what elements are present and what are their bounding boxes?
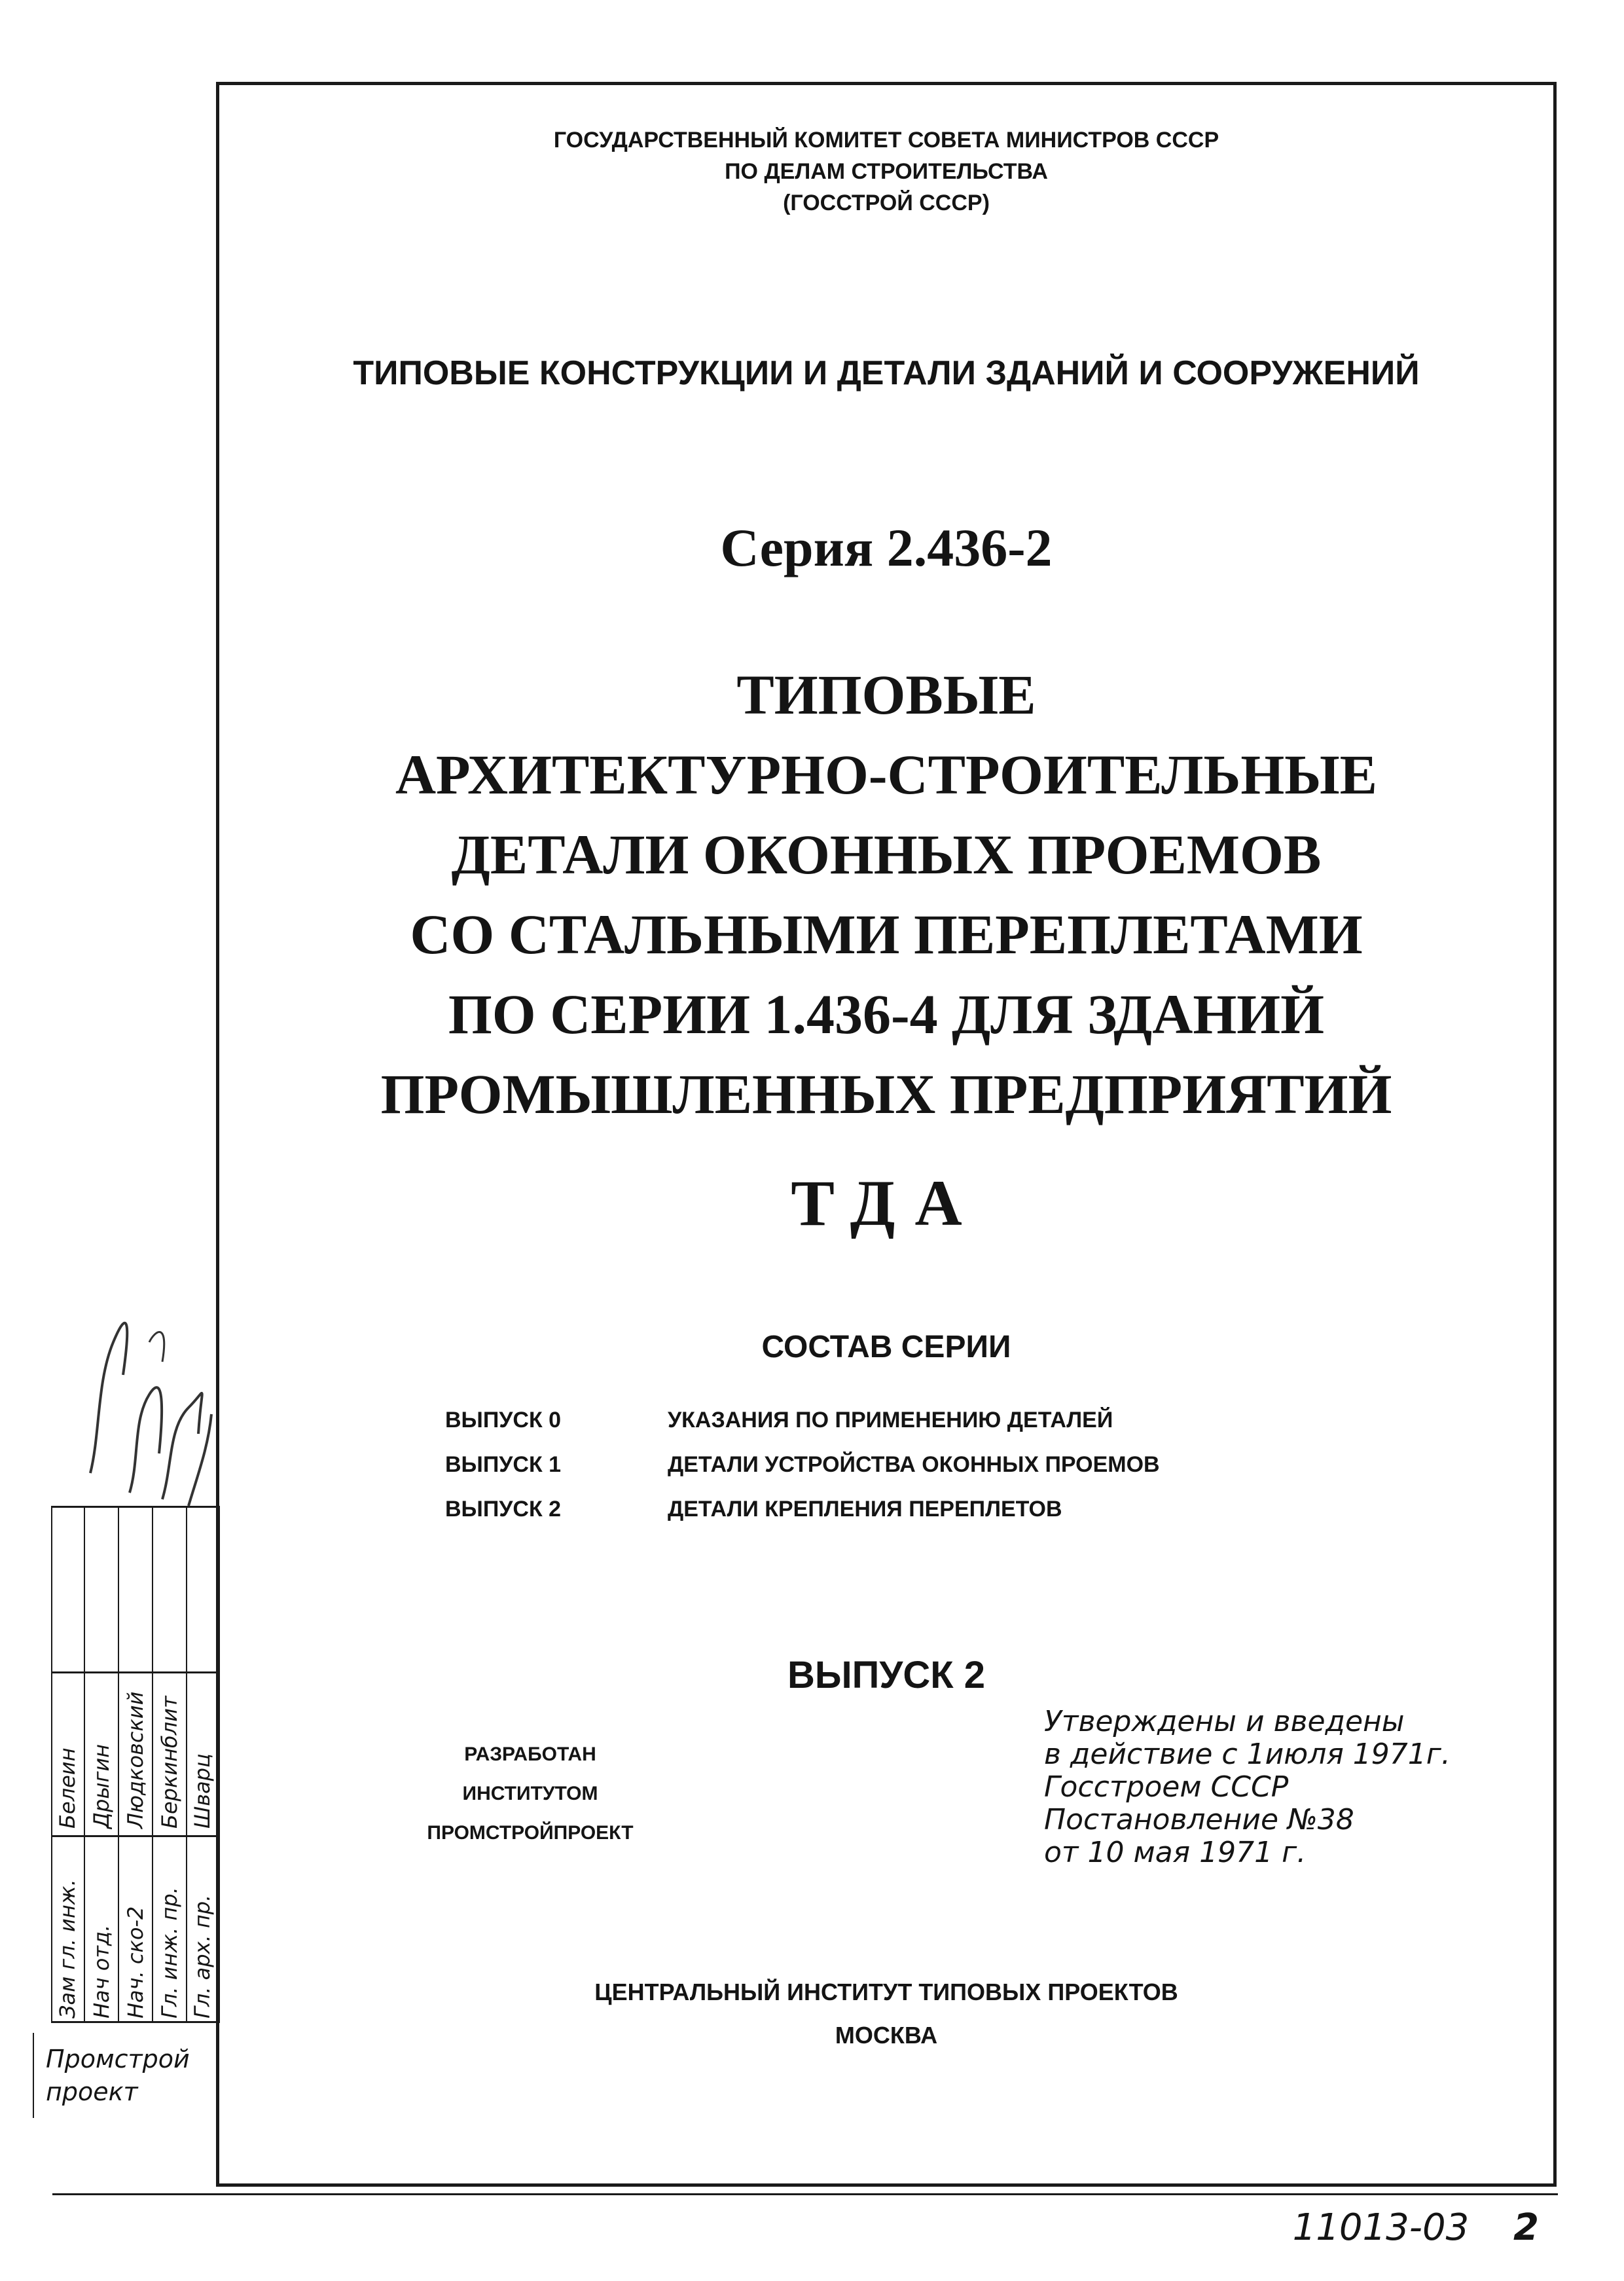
current-volume: ВЫПУСК 2 bbox=[787, 1654, 986, 1696]
org-stamp-line-2: проект bbox=[46, 2077, 138, 2106]
stamp-name: Белеин bbox=[55, 1747, 80, 1829]
stamp-grid bbox=[51, 1506, 220, 2023]
developer-line-2: ИНСТИТУТОМ bbox=[462, 1783, 598, 1804]
volume-name: УКАЗАНИЯ ПО ПРИМЕНЕНИЮ ДЕТАЛЕЙ bbox=[668, 1408, 1113, 1432]
approval-line-4: Постановление №38 bbox=[1044, 1803, 1354, 1836]
bottom-rule bbox=[52, 2193, 1558, 2195]
title-line: ДЕТАЛИ ОКОННЫХ ПРОЕМОВ bbox=[451, 823, 1322, 886]
stamp-position: Зам гл. инж. bbox=[55, 1879, 80, 2018]
stamp-divider bbox=[219, 1508, 220, 2021]
stamp-divider bbox=[51, 1508, 52, 2021]
inventory-number: 11013-03 bbox=[1292, 2206, 1470, 2249]
sheet-number: 2 bbox=[1513, 2206, 1539, 2249]
signature-stamp bbox=[51, 1303, 220, 2023]
approval-line-5: от 10 мая 1971 г. bbox=[1044, 1836, 1307, 1869]
page-frame bbox=[216, 82, 1557, 2187]
title-line: ТИПОВЫЕ bbox=[736, 663, 1036, 726]
publisher-line-1: ЦЕНТРАЛЬНЫЙ ИНСТИТУТ ТИПОВЫХ ПРОЕКТОВ bbox=[594, 1979, 1178, 2005]
stamp-name: Дрыгин bbox=[89, 1743, 114, 1829]
stamp-divider bbox=[186, 1508, 187, 2021]
approval-line-2: в действие с 1июля 1971г. bbox=[1044, 1738, 1451, 1771]
volume-name: ДЕТАЛИ УСТРОЙСТВА ОКОННЫХ ПРОЕМОВ bbox=[668, 1452, 1160, 1477]
volume-label: ВЫПУСК 2 bbox=[445, 1497, 562, 1522]
volume-row bbox=[445, 1408, 1113, 1433]
stamp-divider bbox=[152, 1508, 153, 2021]
ministry-header bbox=[216, 124, 1557, 219]
ministry-line-3: (ГОССТРОЙ СССР) bbox=[783, 191, 990, 215]
developer-line-3: ПРОМСТРОЙПРОЕКТ bbox=[427, 1822, 634, 1844]
organization-stamp bbox=[46, 2043, 190, 2108]
series-number: Серия 2.436-2 bbox=[720, 518, 1053, 577]
ministry-line-1: ГОСУДАРСТВЕННЫЙ КОМИТЕТ СОВЕТА МИНИСТРОВ СССР bbox=[553, 128, 1219, 153]
inventory-stamp bbox=[1293, 2206, 1539, 2249]
publisher-line-2: МОСКВА bbox=[835, 2022, 938, 2049]
publisher-block bbox=[216, 1971, 1557, 2057]
composition-heading: СОСТАВ СЕРИИ bbox=[761, 1330, 1011, 1364]
volume-name: ДЕТАЛИ КРЕПЛЕНИЯ ПЕРЕПЛЕТОВ bbox=[668, 1497, 1062, 1522]
developer-block bbox=[393, 1735, 668, 1853]
stamp-position: Нач. ско-2 bbox=[123, 1906, 148, 2018]
title-line: ПО СЕРИИ 1.436-4 ДЛЯ ЗДАНИЙ bbox=[448, 983, 1325, 1046]
stamp-name: Шварц bbox=[190, 1753, 215, 1829]
stamp-divider bbox=[51, 1671, 220, 1673]
ministry-line-2: ПО ДЕЛАМ СТРОИТЕЛЬСТВА bbox=[725, 159, 1048, 184]
developer-line-1: РАЗРАБОТАН bbox=[464, 1743, 596, 1765]
series-code: ТДА bbox=[791, 1167, 982, 1239]
series-group-heading: ТИПОВЫЕ КОНСТРУКЦИИ И ДЕТАЛИ ЗДАНИЙ И СООРУЖЕНИЙ bbox=[353, 354, 1420, 392]
stamp-position: Гл. арх. пр. bbox=[190, 1894, 215, 2018]
volume-label: ВЫПУСК 1 bbox=[445, 1452, 562, 1477]
title-line: СО СТАЛЬНЫМИ ПЕРЕПЛЕТАМИ bbox=[410, 903, 1363, 966]
signature-scribbles bbox=[51, 1303, 220, 1512]
stamp-position: Гл. инж. пр. bbox=[157, 1887, 182, 2018]
volume-row bbox=[445, 1497, 1062, 1522]
volume-label: ВЫПУСК 0 bbox=[445, 1408, 562, 1432]
document-title bbox=[216, 655, 1557, 1134]
approval-line-3: Госстроем СССР bbox=[1044, 1770, 1289, 1804]
title-line: ПРОМЫШЛЕННЫХ ПРЕДПРИЯТИЙ bbox=[380, 1063, 1392, 1125]
org-stamp-line-1: Промстрой bbox=[46, 2045, 190, 2073]
stamp-name: Людковский bbox=[123, 1691, 148, 1829]
stamp-position: Нач отд. bbox=[89, 1924, 114, 2018]
stamp-divider bbox=[84, 1508, 85, 2021]
title-line: АРХИТЕКТУРНО-СТРОИТЕЛЬНЫЕ bbox=[395, 743, 1378, 806]
approval-line-1: Утверждены и введены bbox=[1044, 1705, 1405, 1738]
approval-note bbox=[1044, 1706, 1451, 1869]
stamp-name: Беркинблит bbox=[157, 1696, 182, 1829]
volume-row bbox=[445, 1452, 1160, 1478]
stamp-divider bbox=[118, 1508, 119, 2021]
